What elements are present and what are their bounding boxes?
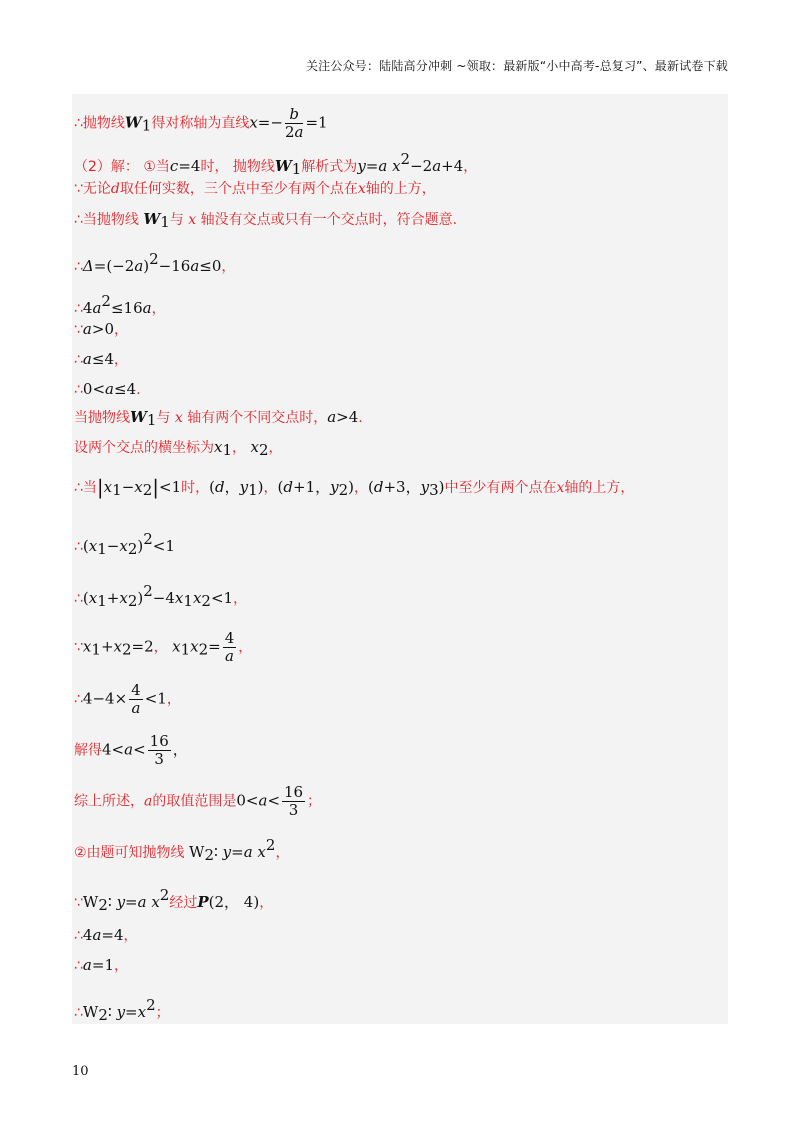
page-number: 10	[72, 1064, 89, 1079]
solution-line-22: ∴a=1，	[74, 956, 128, 974]
solution-line-11: 设两个交点的横坐标为$x_1$， $x_2$，	[74, 438, 283, 459]
solution-line-23: $\therefore W_2∶$ $y=x^2$；	[74, 996, 170, 1024]
solution-line-12: ∴当$|x_1-x_2|<1$时，(d，$y_1$)，(d+1，$y_2$)，(d+3，$y_3$)中至少有两个点在x轴的上方，	[74, 475, 635, 499]
fraction-16-over-3: $\frac{16}{3}$	[149, 732, 169, 768]
solution-line-3: ∵无论d取任何实数，三个点中至少有两个点在x轴的上方，	[74, 181, 436, 197]
solution-line-15: $\because x_1+x_2=2$， $x_1x_2=$ $\frac{4}{a}$ ，	[74, 629, 253, 665]
solution-line-10: 当抛物线$W_1$与 x 轴有两个不同交点时，a>4.	[74, 408, 363, 429]
solution-line-6: $\therefore 4a^2\le 16a$，	[74, 292, 166, 317]
fraction-16-over-3-2: $\frac{16}{3}$	[284, 783, 304, 819]
solution-line-17: 解得4<a< $\frac{16}{3}$ ，	[74, 732, 188, 768]
solution-line-13: $\therefore(x_1-x_2)^2<1$	[74, 530, 175, 558]
solution-line-7: ∵a>0，	[74, 320, 128, 338]
solution-line-16: ∴4−4× $\frac{4}{a}$ <1，	[74, 681, 181, 717]
solution-line-9: ∴0<a≤4.	[74, 380, 141, 398]
solution-line-14: $\therefore(x_1+x_2)^2-4x_1x_2<1$，	[74, 582, 248, 610]
fraction-b-over-2a: $\frac{b}{2a}$	[284, 105, 304, 141]
solution-line-8: ∴a≤4，	[74, 350, 128, 368]
fraction-4-over-a: $\frac{4}{a}$	[224, 629, 235, 665]
solution-line-18: 综上所述，a的取值范围是0<a< $\frac{16}{3}$ ；	[74, 783, 322, 819]
solution-line-4: ∴当抛物线 $W_1$与 x 轴没有交点或只有一个交点时，符合题意.	[74, 210, 458, 231]
solution-line-19: ②由题可知抛物线 $W_2∶$ y=a $x^2$，	[74, 836, 290, 864]
solution-line-5: $\therefore\Delta=(-2a)^2-16a\le 0$，	[74, 250, 236, 275]
solution-line-20: $\because W_2∶$ y=a $x^2$经过P(2， 4)，	[74, 886, 274, 914]
page-header: 关注公众号：陆陆高分冲刺 ~领取：最新版“小中高考-总复习”、最新试卷下载	[305, 59, 728, 73]
fraction-4-over-a-2: $\frac{4}{a}$	[131, 681, 141, 717]
solution-panel	[72, 94, 728, 1024]
solution-line-21: ∴4a=4，	[74, 926, 138, 944]
solution-line-1: ∴抛物线$W_1$得对称轴为直线x=− $\frac{b}{2a}$ =1	[74, 105, 328, 141]
solution-line-2: （2）解： ①当c=4时， 抛物线$W_1$解析式为y=a $x^2-2a+4$，	[74, 150, 478, 178]
